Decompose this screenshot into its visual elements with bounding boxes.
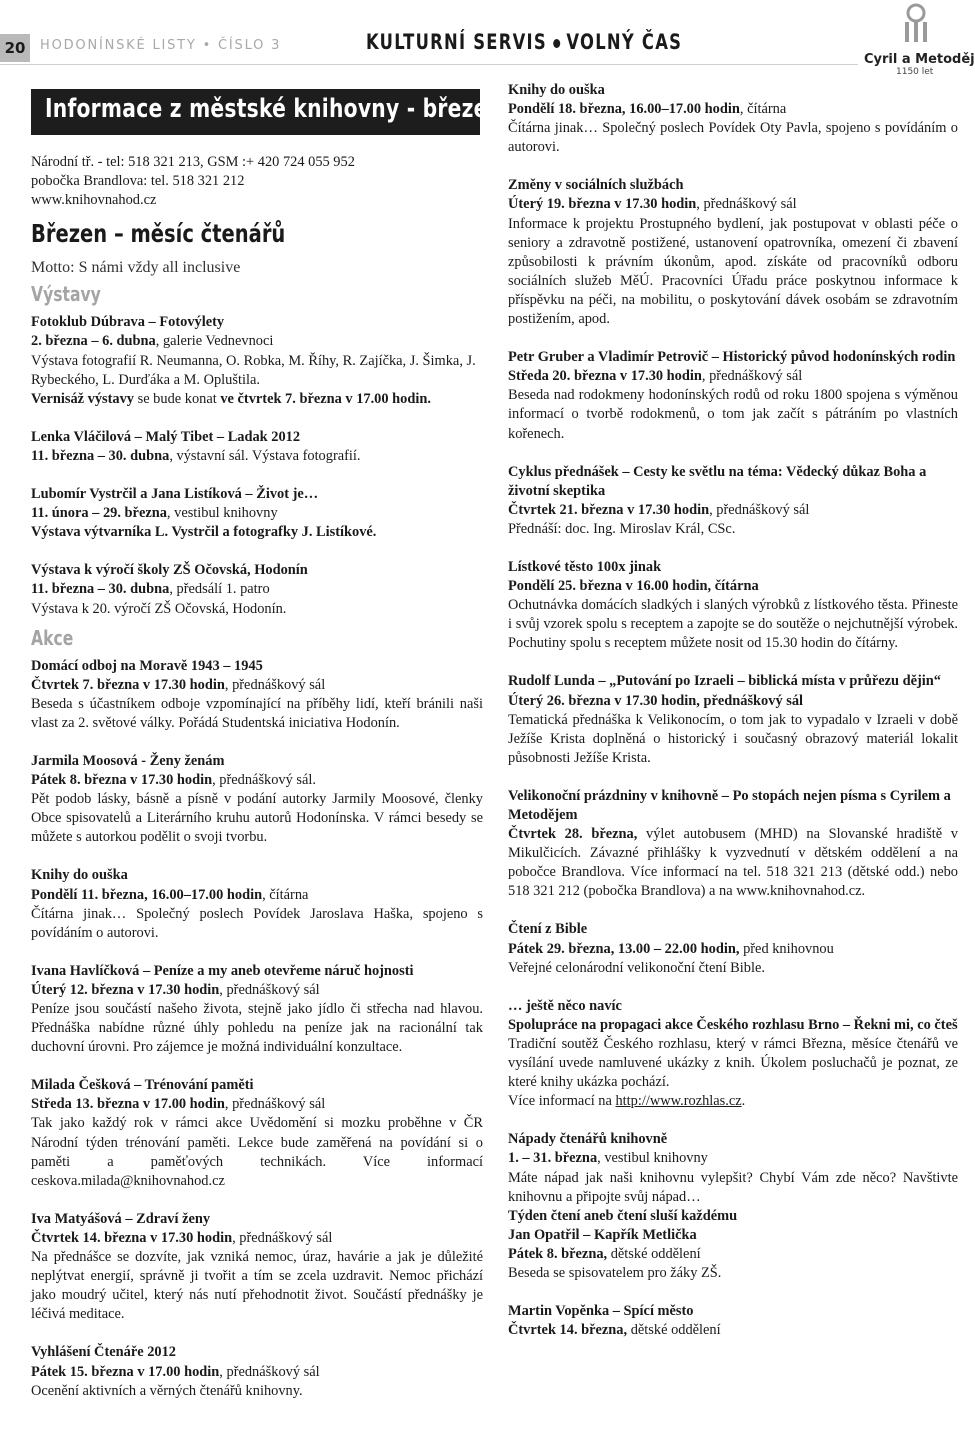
ideas-item	[508, 1130, 958, 1283]
event-title: Lístkové těsto 100x jinak	[508, 558, 662, 575]
event-text: Beseda s účastníkem odboje vzpomínající na příběhy lidí, kteří bránili naši vlast za 2. světové války. Pořádá Studentská iniciativa Hodonín.	[31, 695, 483, 731]
event-when: Středa 13. března v 17.00 hodin, přednáškový sál	[31, 1096, 326, 1113]
event-title: Ivana Havlíčková – Peníze a my aneb otevřeme náruč hojnosti	[31, 962, 414, 979]
ideas-text: Máte nápad jak naši knihovnu vylepšit? Chybí Vám zde něco? Navštivte knihovnu a připojte svůj nápad…	[508, 1169, 958, 1205]
event-when: Pondělí 11. března, 16.00–17.00 hodin, čítárna	[31, 886, 309, 903]
event-title: Petr Gruber a Vladimír Petrovič – Historický původ hodonínských rodin	[508, 349, 956, 366]
extra-more: Více informací na http://www.rozhlas.cz.	[508, 1093, 746, 1110]
event-title: Změny v sociálních službách	[508, 177, 684, 194]
event-item	[31, 866, 483, 942]
event-item	[31, 1076, 483, 1191]
event-when: Čtvrtek 14. března v 17.30 hodin, přednáškový sál	[31, 1229, 333, 1246]
event-title: Čtení z Bible	[508, 921, 588, 938]
contact-line: Národní tř. - tel: 518 321 213, GSM :+ 420 724 055 952	[31, 154, 355, 170]
exhibition-item	[31, 313, 483, 408]
event-text: Přednáší: doc. Ing. Miroslav Král, CSc.	[508, 520, 736, 537]
section-title-left: KULTURNÍ SERVIS	[366, 30, 547, 54]
motto: Motto: S námi vždy all inclusive	[31, 259, 241, 277]
week-book: Jan Opatřil – Kapřík Metlička	[508, 1226, 697, 1243]
event-when: Čtvrtek 21. března v 17.30 hodin, přednáškový sál	[508, 501, 810, 518]
event-when: Pátek 15. března v 17.00 hodin, přednáškový sál	[31, 1363, 320, 1380]
article-banner	[31, 89, 503, 135]
week-title: Týden čtení aneb čtení sluší každému	[508, 1207, 738, 1224]
event-item	[31, 752, 483, 847]
event-item	[508, 787, 958, 902]
event-text: Informace k projektu Prostupného bydlení, jak postupovat v oblasti péče o seniory a zdravotně postižené, ustanovení opatrovníka, omezení či zbavení způsobilosti k právním úkonům, apod. získáte od pracovníků odboru sociálních služeb MěÚ. Pracovníci Úřadu práce poskytnou informace k příspěvku na péči, na mobilitu, o poskytování dávek osobám se zdravotním postižením, apod.	[508, 215, 958, 328]
event-item	[31, 657, 483, 733]
website-link[interactable]: www.knihovnahod.cz	[31, 192, 157, 209]
event-text: Peníze jsou součástí našeho života, stejně jako jídlo či střecha nad hlavou. Přednáška nabídne různé úhly pohledu na peníze jak na racionální tak duchovní úrovni. Pro zájemce je možná individuální konzultace.	[31, 1001, 483, 1056]
event-title: Vyhlášení Čtenáře 2012	[31, 1344, 176, 1361]
extra-title: Spolupráce na propagaci akce Českého rozhlasu Brno – Řekni mi, co čteš	[508, 1016, 958, 1033]
event-when: Pátek 29. března, 13.00 – 22.00 hodin, před knihovnou	[508, 940, 834, 957]
extra-item	[508, 997, 958, 1112]
event-text: Čítárna jinak… Společný poslech Povídek Oty Pavla, spojeno s povídáním o autorovi.	[508, 120, 958, 156]
section-title-right: VOLNÝ ČAS	[566, 30, 683, 54]
article-title: Informace z městské knihovny - březen	[45, 94, 503, 124]
anniversary-logo	[864, 0, 975, 78]
event-text: Tak jako každý rok v rámci akce Uvědomění si mozku proběhne v ČR Národní týden trénování paměti. Lekce bude zaměřená na povídání si o paměti a paměťových technikách. Více informací ceskova.milada@knihovnahod.cz	[31, 1115, 483, 1189]
event-title: Cyklus přednášek – Cesty ke světlu na téma: Vědecký důkaz Boha a životní skeptika	[508, 463, 927, 499]
event-when: Pondělí 25. března v 16.00 hodin, čítárna	[508, 578, 759, 595]
event-title: Milada Češková – Trénování paměti	[31, 1077, 254, 1094]
event-text: Pět podob lásky, básně a písně v podání autorky Jarmily Moosové, členky Obce spisovatelů a Literárního kruhu autorů Hodonínska. V rámci besedy se můžete s autorkou podělit o svoji tvorbu.	[31, 791, 483, 846]
event-item	[31, 962, 483, 1057]
event-when: Čtvrtek 7. března v 17.30 hodin, přednáškový sál	[31, 676, 326, 693]
event-item	[31, 1210, 483, 1325]
publication-name: HODONÍNSKÉ LISTY • ČÍSLO 3	[40, 38, 282, 53]
exhibition-date: 11. března – 30. dubna, předsálí 1. patro	[31, 581, 270, 598]
exhibition-date: 11. února – 29. března, vestibul knihovny	[31, 505, 278, 522]
left-column	[31, 153, 483, 1401]
week-when: Pátek 8. března, dětské oddělení	[508, 1245, 701, 1262]
actions-heading: Akce	[31, 625, 74, 650]
bullet-icon	[553, 39, 560, 48]
event-when: Pátek 8. března v 17.30 hodin, přednáškový sál.	[31, 772, 317, 789]
ideas-when: 1. – 31. března, vestibul knihovny	[508, 1150, 708, 1167]
event-when: Úterý 26. března v 17.30 hodin, přednáškový sál	[508, 692, 804, 709]
event-item	[508, 81, 958, 157]
event-text: Veřejné celonárodní velikonoční čtení Bible.	[508, 959, 765, 976]
event-title: Domácí odboj na Moravě 1943 – 1945	[31, 657, 263, 674]
event-title: Velikonoční prázdniny v knihovně – Po stopách nejen písma s Cyrilem a Metodějem	[508, 787, 951, 823]
week-text: Beseda se spisovatelem pro žáky ZŠ.	[508, 1264, 722, 1281]
month-heading: Březen – měsíc čtenářů	[31, 219, 286, 249]
event-title: Jarmila Moosová - Ženy ženám	[31, 752, 225, 769]
event-item	[508, 176, 958, 329]
section-title	[366, 30, 682, 54]
page-number: 20	[0, 34, 30, 62]
exhibition-item	[31, 428, 483, 466]
header-rule	[0, 64, 858, 65]
event-title: Iva Matyášová – Zdraví ženy	[31, 1210, 211, 1227]
exhibition-title: Fotoklub Dúbrava – Fotovýlety	[31, 314, 225, 331]
exhibition-text: Výstava výtvarníka L. Vystrčil a fotografky J. Listíkové.	[31, 524, 377, 541]
right-column	[508, 81, 958, 1340]
last-book: Martin Vopěnka – Spící město	[508, 1303, 694, 1320]
rozhlas-link[interactable]: http://www.rozhlas.cz	[615, 1093, 742, 1110]
event-item	[508, 348, 958, 443]
event-text: Tematická přednáška k Velikonocím, o tom jak to vypadalo v Izraeli v době Ježíše Krista doplněná o historický i současný obrazový materiál lokalit působnosti Ježíše Krista.	[508, 711, 958, 766]
event-text: Ochutnávka domácích sladkých i slaných výrobků z lístkového těsta. Přineste i svůj vzorek spolu s receptem a zapojte se do soutěže o nejchutnější výrobek. Pochutiny spolu s receptem můžete nosit od 15.30 hodin do čítárny.	[508, 597, 958, 652]
exhibition-text: Výstava k 20. výročí ZŠ Očovská, Hodonín.	[31, 600, 287, 617]
exhibition-date: 11. března – 30. dubna, výstavní sál. Výstava fotografií.	[31, 447, 361, 464]
event-title: Knihy do ouška	[31, 867, 128, 884]
extra-text: Tradiční soutěž Českého rozhlasu, který v rámci Března, měsíce čtenářů ve vysílání uvede namluvené ukázky z knih. Úkolem posluchačů je poznat, ze které knihy ukázka pochází.	[508, 1035, 958, 1091]
event-text: Na přednášce se dozvíte, jak vzniká nemoc, úraz, havárie a jak je důležité neplýtvat energií, správně ji tvořit a tím se zcela uzdravit. Nemoc přichází jako moudrý učitel, který nás nutí přehodnotit život. Součástí přednášky je léčivá meditace.	[31, 1249, 483, 1323]
event-item	[508, 463, 958, 539]
exhibition-title: Lenka Vláčilová – Malý Tibet – Ladak 2012	[31, 428, 301, 445]
event-when: Úterý 19. března v 17.30 hodin, přednáškový sál	[508, 196, 797, 213]
event-text: Ocenění aktivních a věrných čtenářů knihovny.	[31, 1382, 303, 1399]
exhibition-date: 2. března – 6. dubna, galerie Vednevnoci	[31, 333, 274, 350]
event-when: Úterý 12. března v 17.30 hodin, přednáškový sál	[31, 981, 320, 998]
event-item	[508, 558, 958, 653]
logo-subtitle: 1150 let	[896, 67, 934, 77]
cross-emblem-icon	[896, 2, 936, 46]
event-item	[508, 672, 958, 767]
exhibition-item	[31, 485, 483, 542]
last-item	[508, 1302, 958, 1340]
exhibition-title: Lubomír Vystrčil a Jana Listíková – Život je…	[31, 486, 319, 503]
event-when: Středa 20. března v 17.30 hodin, přednáškový sál	[508, 368, 803, 385]
event-title: Rudolf Lunda – „Putování po Izraeli – biblická místa v průřezu dějin“	[508, 673, 941, 690]
event-text: Beseda nad rodokmeny hodonínských rodů od roku 1800 spojena s výměnou informací o tvorbě rodokmenů, o tom jak začít s pátráním po vlastních kořenech.	[508, 387, 958, 442]
ideas-title: Nápady čtenářů knihovně	[508, 1131, 668, 1148]
vernisage-note: Vernisáž výstavy se bude konat ve čtvrtek 7. března v 17.00 hodin.	[31, 390, 431, 407]
event-item	[31, 1343, 483, 1400]
exhibition-item	[31, 561, 483, 618]
extra-heading: … ještě něco navíc	[508, 997, 622, 1014]
event-item	[508, 920, 958, 977]
event-when: Čtvrtek 28. března, výlet autobusem (MHD) na Slovanské hradiště v Mikulčicích. Závazné přihlášky k vyzvednutí v dětském oddělení a na pobočce Brandlova. Více informací na tel. 518 321 213 (dětské odd.) nebo 518 321 212 (pobočka Brandlova) a na www.knihovnahod.cz.	[508, 826, 958, 900]
exhibition-title: Výstava k výročí školy ZŠ Očovská, Hodonín	[31, 562, 308, 579]
exhibition-text: Výstava fotografií R. Neumanna, O. Robka, M. Říhy, R. Zajíčka, J. Šimka, J. Rybeckého, L. Durďáka a M. Opluštila.	[31, 352, 476, 388]
contact-line: pobočka Brandlova: tel. 518 321 212	[31, 173, 245, 190]
exhibitions-heading: Výstavy	[31, 282, 101, 307]
event-text: Čítárna jinak… Společný poslech Povídek Jaroslava Haška, spojeno s povídáním o autorovi.	[31, 905, 483, 941]
logo-title: Cyril a Metoděj	[864, 52, 975, 67]
event-title: Knihy do ouška	[508, 82, 605, 98]
last-when: Čtvrtek 14. března, dětské oddělení	[508, 1322, 721, 1339]
event-when: Pondělí 18. března, 16.00–17.00 hodin, čítárna	[508, 101, 787, 118]
